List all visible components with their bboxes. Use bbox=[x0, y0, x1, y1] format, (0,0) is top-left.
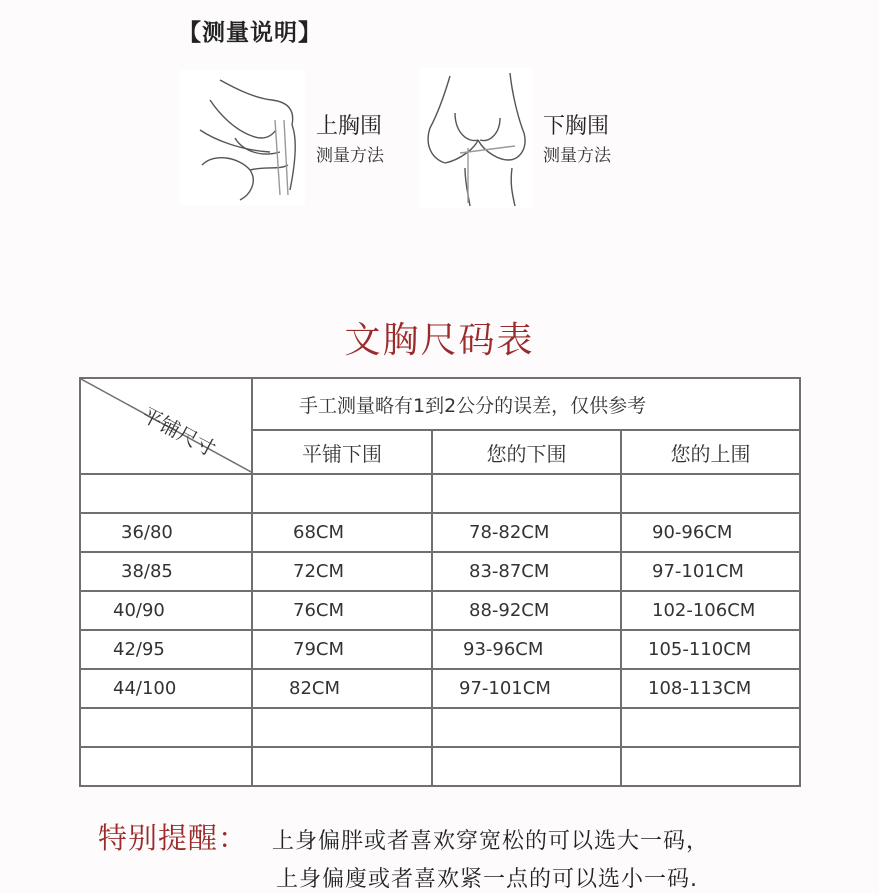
table-row-empty bbox=[80, 747, 800, 786]
table-note: 手工测量略有1到2公分的误差，仅供参考 bbox=[252, 378, 800, 430]
your-under-cell: 78-82CM bbox=[432, 513, 621, 552]
table-row-empty bbox=[80, 708, 800, 747]
table-corner-cell bbox=[80, 378, 252, 474]
your-upper-cell: 108-113CM bbox=[621, 669, 800, 708]
size-table bbox=[79, 377, 801, 787]
your-under-cell: 83-87CM bbox=[432, 552, 621, 591]
table-row bbox=[80, 630, 800, 669]
table-row-empty bbox=[80, 474, 800, 513]
flat-under-cell: 68CM bbox=[252, 513, 432, 552]
header-flat-under: 平铺下围 bbox=[252, 430, 432, 474]
your-under-cell: 88-92CM bbox=[432, 591, 621, 630]
size-cell: 44/100 bbox=[80, 669, 252, 708]
your-upper-cell: 105-110CM bbox=[621, 630, 800, 669]
table-row bbox=[80, 669, 800, 708]
flat-under-cell: 79CM bbox=[252, 630, 432, 669]
upper-bust-measure-illustration bbox=[180, 70, 305, 205]
your-upper-cell: 102-106CM bbox=[621, 591, 800, 630]
your-under-cell: 93-96CM bbox=[432, 630, 621, 669]
flat-under-cell: 72CM bbox=[252, 552, 432, 591]
your-upper-cell: 90-96CM bbox=[621, 513, 800, 552]
table-row bbox=[80, 591, 800, 630]
size-cell: 38/85 bbox=[80, 552, 252, 591]
under-bust-title: 下胸围 bbox=[543, 114, 610, 139]
upper-bust-subtitle: 测量方法 bbox=[316, 146, 384, 166]
header-your-under: 您的下围 bbox=[432, 430, 621, 474]
header-your-upper: 您的上围 bbox=[621, 430, 800, 474]
table-row bbox=[80, 552, 800, 591]
size-cell: 42/95 bbox=[80, 630, 252, 669]
chart-title: 文胸尺码表 bbox=[344, 320, 535, 361]
your-under-cell: 97-101CM bbox=[432, 669, 621, 708]
flat-under-cell: 76CM bbox=[252, 591, 432, 630]
your-upper-cell: 97-101CM bbox=[621, 552, 800, 591]
under-bust-measure-illustration bbox=[420, 68, 532, 208]
table-row bbox=[80, 513, 800, 552]
section-title: 【测量说明】 bbox=[178, 20, 322, 46]
reminder-line-1: 上身偏胖或者喜欢穿宽松的可以选大一码， bbox=[272, 829, 710, 854]
upper-bust-title: 上胸围 bbox=[316, 114, 383, 139]
size-cell: 36/80 bbox=[80, 513, 252, 552]
reminder-line-2: 上身偏廋或者喜欢紧一点的可以选小一码. bbox=[276, 867, 698, 892]
corner-label: 平铺尺寸 bbox=[137, 402, 220, 462]
flat-under-cell: 82CM bbox=[252, 669, 432, 708]
under-bust-subtitle: 测量方法 bbox=[543, 146, 611, 166]
reminder-label: 特别提醒： bbox=[98, 821, 249, 855]
size-cell: 40/90 bbox=[80, 591, 252, 630]
